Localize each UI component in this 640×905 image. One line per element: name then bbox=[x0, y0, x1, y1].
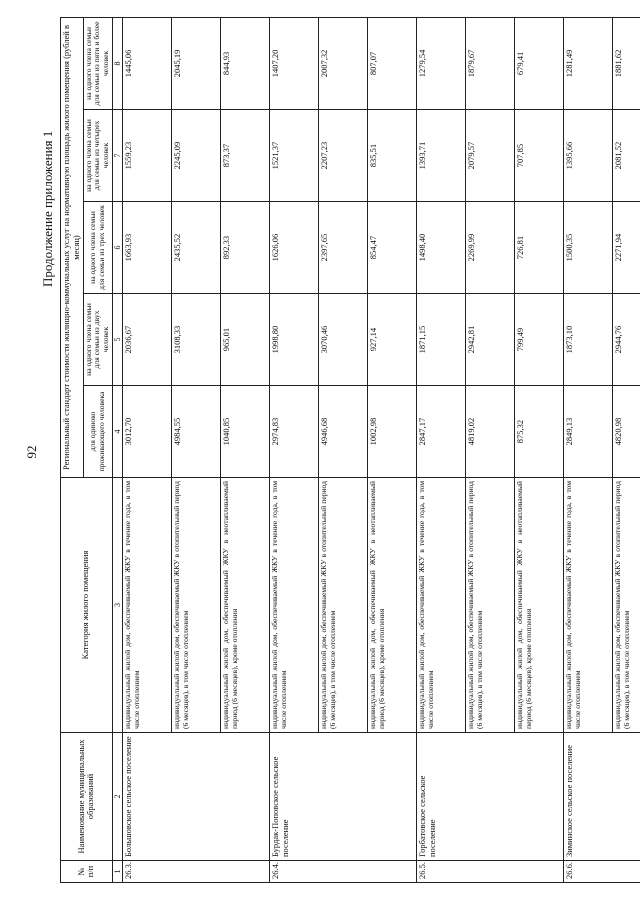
value-cell: 873,37 bbox=[220, 110, 269, 202]
value-cell: 1498,40 bbox=[416, 202, 465, 294]
header-col8: на одного члена семьи для семьи из пяти и более человек bbox=[83, 17, 112, 109]
value-cell: 3108,33 bbox=[171, 294, 220, 386]
value-cell: 927,14 bbox=[367, 294, 416, 386]
header-col7: на одного члена семьи для семьи из четырех человек bbox=[83, 110, 112, 202]
value-cell: 1998,80 bbox=[269, 294, 318, 386]
category-text: индивидуальный жилой дом, обеспечиваемый ЖКУ в отопительный период (6 месяцев), в том числе отоплением bbox=[465, 478, 514, 733]
value-cell: 1281,49 bbox=[563, 17, 612, 109]
value-cell: 875,32 bbox=[514, 386, 563, 478]
row-index: 26.5. bbox=[416, 861, 563, 883]
value-cell: 2435,52 bbox=[171, 202, 220, 294]
column-number: 8 bbox=[112, 17, 122, 109]
row-index: 26.4. bbox=[269, 861, 416, 883]
column-number-row bbox=[112, 17, 122, 882]
value-cell: 3012,70 bbox=[122, 386, 171, 478]
header-col4: для одиноко проживающего человека bbox=[83, 386, 112, 478]
table-row bbox=[122, 17, 171, 882]
value-cell: 1002,98 bbox=[367, 386, 416, 478]
value-cell: 3070,46 bbox=[318, 294, 367, 386]
value-cell: 1521,37 bbox=[269, 110, 318, 202]
column-number: 5 bbox=[112, 294, 122, 386]
table-row bbox=[563, 17, 612, 882]
page-number: 92 bbox=[24, 445, 39, 459]
category-text: индивидуальный жилой дом, обеспечиваемый ЖКУ в течение года, в том числе отоплением bbox=[269, 478, 318, 733]
category-text: индивидуальный жилой дом, обеспечиваемый ЖКУ в неотапливаемый период (6 месяцев), кроме отопления bbox=[367, 478, 416, 733]
category-text: индивидуальный жилой дом, обеспечиваемый ЖКУ в течение года, в том числе отоплением bbox=[416, 478, 465, 733]
column-number: 7 bbox=[112, 110, 122, 202]
municipality-name: Большовское сельское поселение bbox=[122, 733, 269, 861]
municipality-name: Горбатовское сельское поселение bbox=[416, 733, 563, 861]
value-cell: 4984,55 bbox=[171, 386, 220, 478]
appendix-label: Продолжение приложения 1 bbox=[40, 130, 55, 287]
header-municipality: Наименование муниципальных образований bbox=[61, 733, 113, 861]
value-cell: 1500,35 bbox=[563, 202, 612, 294]
category-text: индивидуальный жилой дом, обеспечиваемый ЖКУ в неотапливаемый период (6 месяцев), кроме отопления bbox=[220, 478, 269, 733]
value-cell: 2081,52 bbox=[612, 110, 640, 202]
value-cell: 835,51 bbox=[367, 110, 416, 202]
header-no: № п/п bbox=[61, 861, 113, 883]
value-cell: 854,47 bbox=[367, 202, 416, 294]
municipality-name: Бурдак-Поповское сельское поселение bbox=[269, 733, 416, 861]
value-cell: 2207,23 bbox=[318, 110, 367, 202]
value-cell: 707,85 bbox=[514, 110, 563, 202]
value-cell: 2245,09 bbox=[171, 110, 220, 202]
value-cell: 679,41 bbox=[514, 17, 563, 109]
value-cell: 1559,23 bbox=[122, 110, 171, 202]
value-cell: 2942,81 bbox=[465, 294, 514, 386]
column-number: 4 bbox=[112, 386, 122, 478]
category-text: индивидуальный жилой дом, обеспечиваемый ЖКУ в неотапливаемый период (6 месяцев), кроме отопления bbox=[514, 478, 563, 733]
value-cell: 844,93 bbox=[220, 17, 269, 109]
value-cell: 1040,85 bbox=[220, 386, 269, 478]
column-number: 3 bbox=[112, 478, 122, 733]
value-cell: 2007,32 bbox=[318, 17, 367, 109]
value-cell: 2849,13 bbox=[563, 386, 612, 478]
header-col6: на одного члена семьи для семьи из трех человек bbox=[83, 202, 112, 294]
value-cell: 799,49 bbox=[514, 294, 563, 386]
row-index: 26.6. bbox=[563, 861, 640, 883]
value-cell: 4946,68 bbox=[318, 386, 367, 478]
category-text: индивидуальный жилой дом, обеспечиваемый ЖКУ в течение года, в том числе отоплением bbox=[563, 478, 612, 733]
row-index: 26.3. bbox=[122, 861, 269, 883]
value-cell: 1881,62 bbox=[612, 17, 640, 109]
category-text: индивидуальный жилой дом, обеспечиваемый ЖКУ в течение года, в том числе отоплением bbox=[122, 478, 171, 733]
table-row bbox=[416, 17, 465, 882]
table-body bbox=[122, 17, 640, 882]
value-cell: 1279,54 bbox=[416, 17, 465, 109]
value-cell: 1407,20 bbox=[269, 17, 318, 109]
column-number: 2 bbox=[112, 733, 122, 861]
header-col5: на одного члена семьи для семьи из двух человек bbox=[83, 294, 112, 386]
header-category: Категория жилого помещения bbox=[61, 478, 113, 733]
value-cell: 892,33 bbox=[220, 202, 269, 294]
value-cell: 2269,99 bbox=[465, 202, 514, 294]
column-number: 1 bbox=[112, 861, 122, 883]
column-number: 6 bbox=[112, 202, 122, 294]
header-standard: Региональный стандарт стоимости жилищно-коммунальных услуг на нормативную площадь жилого помещения (рублей в месяц) bbox=[61, 17, 84, 477]
category-text: индивидуальный жилой дом, обеспечиваемый ЖКУ в отопительный период (6 месяцев), в том числе отоплением bbox=[612, 478, 640, 733]
value-cell: 2944,76 bbox=[612, 294, 640, 386]
value-cell: 2045,19 bbox=[171, 17, 220, 109]
value-cell: 2036,67 bbox=[122, 294, 171, 386]
value-cell: 1873,10 bbox=[563, 294, 612, 386]
tariff-table bbox=[60, 17, 640, 883]
value-cell: 1663,93 bbox=[122, 202, 171, 294]
value-cell: 807,07 bbox=[367, 17, 416, 109]
value-cell: 2079,57 bbox=[465, 110, 514, 202]
value-cell: 2397,65 bbox=[318, 202, 367, 294]
value-cell: 726,81 bbox=[514, 202, 563, 294]
value-cell: 4819,02 bbox=[465, 386, 514, 478]
value-cell: 1626,06 bbox=[269, 202, 318, 294]
value-cell: 2847,17 bbox=[416, 386, 465, 478]
value-cell: 1871,15 bbox=[416, 294, 465, 386]
municipality-name: Зиминское сельское поселение bbox=[563, 733, 640, 861]
value-cell: 2271,94 bbox=[612, 202, 640, 294]
value-cell: 1395,66 bbox=[563, 110, 612, 202]
value-cell: 1393,71 bbox=[416, 110, 465, 202]
value-cell: 4820,98 bbox=[612, 386, 640, 478]
category-text: индивидуальный жилой дом, обеспечиваемый ЖКУ в отопительный период (6 месяцев), в том числе отоплением bbox=[171, 478, 220, 733]
category-text: индивидуальный жилой дом, обеспечиваемый ЖКУ в отопительный период (6 месяцев), в том числе отоплением bbox=[318, 478, 367, 733]
value-cell: 2974,83 bbox=[269, 386, 318, 478]
value-cell: 1445,06 bbox=[122, 17, 171, 109]
value-cell: 965,01 bbox=[220, 294, 269, 386]
table-row bbox=[269, 17, 318, 882]
value-cell: 1879,67 bbox=[465, 17, 514, 109]
